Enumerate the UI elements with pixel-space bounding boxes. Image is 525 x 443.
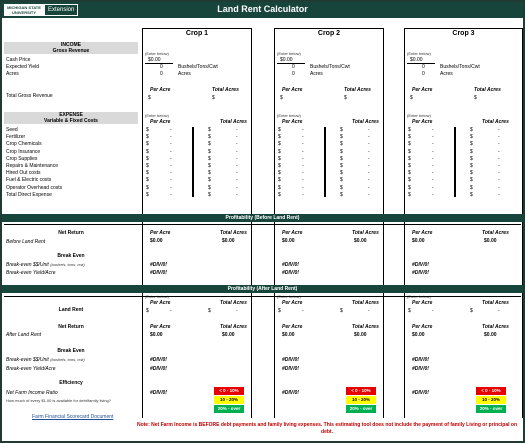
crop-3-expense-value: - (432, 163, 434, 169)
crop-2-expense-value: - (302, 184, 304, 191)
crop-3-expense-total-value: - (498, 127, 500, 133)
crop-1-expense-total-value: - (236, 127, 238, 133)
crop-1-header: Crop 1 (142, 28, 252, 38)
crop-3-expense-value: - (432, 191, 434, 198)
crop-2-expense-total-value: - (368, 184, 370, 191)
crop-2-expense-dollar[interactable]: $ (278, 127, 281, 133)
crop-2-expense-total-value: - (368, 155, 370, 162)
crop-1-yield-unit: Bushels/Tons/Cwt (178, 64, 218, 70)
crop-2-acres-unit: Acres (310, 71, 323, 77)
crop-3-exp-total-acres: Total Acres (482, 119, 509, 125)
crop-2-cash-underline (277, 63, 305, 64)
page-title: Land Rent Calculator (217, 4, 308, 14)
crop-3-rent-total-value: - (498, 308, 500, 314)
crop-1-expense-total-dollar: $ (208, 155, 211, 162)
crop-2-expense-total-dollar: $ (340, 141, 343, 148)
crop-1-expense-total-value: - (236, 155, 238, 162)
expense-row-label: Crop Chemicals (6, 141, 42, 148)
crop-3-pa-value: $0.00 (412, 332, 425, 338)
crop-2-divider (324, 127, 326, 197)
crop-1-rent-total-value: - (236, 308, 238, 314)
crop-2-expense-total-value: - (368, 170, 370, 177)
crop-2-expense-value: - (302, 148, 304, 155)
crop-1-cash-underline (145, 63, 173, 64)
crop-3-pa-total-acres: Total Acres (482, 300, 509, 306)
crop-3-exp-enter-below: (Enter below) (407, 113, 431, 118)
extension-label: Extension (44, 4, 78, 16)
crop-3-rent-total-dollar: $ (470, 308, 473, 314)
crop-3-acres-unit: Acres (440, 71, 453, 77)
crop-2-expense-dollar[interactable]: $ (278, 163, 281, 169)
crop-3-expense-total-value: - (498, 134, 500, 141)
crop-3-nfir-value: #DIV/0! (412, 390, 429, 396)
crop-3-expense-value: - (432, 177, 434, 184)
crop-1-nfir-value: #DIV/0! (150, 390, 167, 396)
after-land-rent-label: After Land Rent (6, 332, 42, 338)
crop-1-pb-be-price: #DIV/0! (150, 262, 167, 268)
crop-3-expense-dollar[interactable]: $ (408, 191, 411, 198)
crop-2-pa-value: $0.00 (282, 332, 295, 338)
crop-1-expense-dollar[interactable]: $ (146, 163, 149, 169)
crop-1-expense-dollar[interactable]: $ (146, 184, 149, 191)
crop-1-pb-be-yield: #DIV/0! (150, 270, 167, 276)
crop-2-expense-value: - (302, 134, 304, 141)
crop-3-expense-total-dollar: $ (470, 177, 473, 184)
crop-1-enter-below: (Enter below) (145, 51, 169, 56)
crop-1-expense-dollar[interactable]: $ (146, 141, 149, 148)
crop-1-exp-per-acre: Per Acre (150, 119, 171, 125)
crop-1-expense-total-value: - (236, 148, 238, 155)
crop-2-pb-total-acres: Total Acres (352, 230, 379, 236)
crop-1-expense-value: - (170, 148, 172, 155)
crop-2-expense-total-dollar: $ (340, 134, 343, 141)
break-even-before-heading: Break Even (57, 253, 85, 259)
expense-row-label: Seed (6, 127, 18, 133)
land-rent-heading: Land Rent (58, 307, 84, 313)
crop-2-scale-yellow: 10 - 20% (346, 396, 376, 404)
crop-2-exp-per-acre: Per Acre (282, 119, 303, 125)
crop-2-exp-total-acres: Total Acres (352, 119, 379, 125)
crop-1-acres[interactable]: 0 (160, 71, 163, 77)
crop-3-expense-value: - (432, 141, 434, 148)
crop-2-cash-price[interactable]: $0.00 (280, 57, 293, 63)
gross-revenue-label: Total Gross Revenue (6, 93, 53, 99)
income-heading: INCOME (61, 42, 81, 48)
crop-3-rent-enter-below: (Enter below) (407, 294, 431, 299)
efficiency-heading: Efficiency (59, 380, 83, 386)
crop-3-expense-total-value: - (498, 148, 500, 155)
crop-2-yield[interactable]: 0 (292, 64, 295, 70)
crop-2-expense-dollar[interactable]: $ (278, 177, 281, 184)
crop-3-expense-total-dollar: $ (470, 184, 473, 191)
crop-1-rent-dollar[interactable]: $ (146, 308, 149, 314)
crop-3-expense-total-dollar: $ (470, 134, 473, 141)
acres-label: Acres (6, 71, 19, 77)
crop-1-expense-value: - (170, 163, 172, 169)
crop-1-expense-value: - (170, 191, 172, 198)
crop-1-pa-per-acre: Per Acre (150, 300, 171, 306)
crop-2-scale-red: < 0 - 10% (346, 387, 376, 395)
crop-2-na-per-acre: Per Acre (282, 324, 303, 330)
crop-1-rent-total-dollar: $ (208, 308, 211, 314)
crop-1-na-per-acre: Per Acre (150, 324, 171, 330)
be-yield-before-label: Break-even Yield/Acre (6, 270, 56, 276)
crop-1-expense-total-value: - (236, 163, 238, 169)
crop-3-income-per-acre: Per Acre (412, 87, 433, 93)
crop-1-expense-total-value: - (236, 141, 238, 148)
crop-3-rent-dollar[interactable]: $ (408, 308, 411, 314)
crop-1-pa-total-value: $0.00 (222, 332, 235, 338)
expense-row-label: Repairs & Maintenance (6, 163, 58, 169)
crop-2-pa-per-acre: Per Acre (282, 300, 303, 306)
crop-1-exp-total-acres: Total Acres (220, 119, 247, 125)
crop-3-cash-price[interactable]: $0.00 (410, 57, 423, 63)
crop-2-enter-below: (Enter below) (277, 51, 301, 56)
crop-3-expense-total-dollar: $ (470, 163, 473, 169)
crop-2-na-total-acres: Total Acres (352, 324, 379, 330)
cash-price-label: Cash Price (6, 57, 31, 63)
crop-3-pb-total-value: $0.00 (484, 238, 497, 244)
crop-1-rent-enter-below: (Enter below) (145, 294, 169, 299)
crop-2-expense-value: - (302, 170, 304, 177)
crop-1-expense-total-value: - (236, 177, 238, 184)
crop-1-expense-dollar[interactable]: $ (146, 148, 149, 155)
crop-2-expense-total-value: - (368, 163, 370, 169)
crop-1-scale-green: 20% - over (214, 405, 244, 413)
crop-3-pa-be-yield: #DIV/0! (412, 366, 429, 372)
crop-1-income-per-acre: Per Acre (150, 87, 171, 93)
crop-1-expense-total-dollar: $ (208, 134, 211, 141)
crop-1-expense-dollar[interactable]: $ (146, 155, 149, 162)
crop-1-pb-total-acres: Total Acres (220, 230, 247, 236)
crop-2-rent-total-dollar: $ (340, 308, 343, 314)
crop-2-expense-value: - (302, 191, 304, 198)
crop-3-expense-total-value: - (498, 155, 500, 162)
crop-3-pb-total-acres: Total Acres (482, 230, 509, 236)
crop-3-expense-dollar[interactable]: $ (408, 170, 411, 177)
scorecard-link[interactable]: Farm Financial Scorecard Document (32, 414, 114, 420)
crop-1-pa-value: $0.00 (150, 332, 163, 338)
crop-1-expense-total-dollar: $ (208, 170, 211, 177)
crop-2-acres[interactable]: 0 (292, 71, 295, 77)
crop-3-expense-total-dollar: $ (470, 141, 473, 148)
crop-3-expense-total-value: - (498, 141, 500, 148)
section-divider (4, 296, 521, 297)
crop-3-scale-red: < 0 - 10% (476, 387, 506, 395)
crop-2-pb-value: $0.00 (282, 238, 295, 244)
crop-3-scale-green: 20% - over (476, 405, 506, 413)
crop-3-pa-total-value: $0.00 (484, 332, 497, 338)
crop-3-header: Crop 3 (404, 28, 523, 38)
crop-2-pb-be-yield: #DIV/0! (282, 270, 299, 276)
crop-2-rent-value: - (302, 308, 304, 314)
crop-2-expense-total-value: - (368, 191, 370, 198)
crop-1-na-total-acres: Total Acres (220, 324, 247, 330)
crop-1-expense-value: - (170, 127, 172, 133)
expense-row-label: Hired Out costs (6, 170, 41, 177)
crop-2-pa-total-acres: Total Acres (352, 300, 379, 306)
be-price-before-text: Break-even $$/Unit (6, 262, 49, 268)
break-even-after-heading: Break Even (57, 348, 85, 354)
crop-2-rent-dollar[interactable]: $ (278, 308, 281, 314)
profit-before-band: Profitability (Before Land Rent) (2, 214, 523, 222)
expense-row-label: Operator Overhead costs (6, 184, 63, 191)
gross-revenue-heading: Gross Revenue (52, 48, 90, 54)
crop-1-expense-total-dollar: $ (208, 177, 211, 184)
crop-3-expense-value: - (432, 127, 434, 133)
net-return-before-heading: Net Return (58, 230, 84, 236)
expense-row-label: Fertilizer (6, 134, 26, 141)
crop-2-scale-green: 20% - over (346, 405, 376, 413)
crop-2-expense-value: - (302, 177, 304, 184)
crop-2-expense-value: - (302, 155, 304, 162)
crop-3-expense-value: - (432, 134, 434, 141)
crop-1-expense-dollar[interactable]: $ (146, 134, 149, 141)
crop-2-expense-dollar[interactable]: $ (278, 170, 281, 177)
crop-3-expense-total-value: - (498, 163, 500, 169)
crop-1-expense-total-value: - (236, 170, 238, 177)
before-land-rent-label: Before Land Rent (6, 239, 46, 245)
crop-1-expense-total-dollar: $ (208, 148, 211, 155)
crop-2-pa-be-yield: #DIV/0! (282, 366, 299, 372)
crop-3-expense-dollar[interactable]: $ (408, 134, 411, 141)
crop-1-expense-total-value: - (236, 134, 238, 141)
crop-2-expense-dollar[interactable]: $ (278, 184, 281, 191)
crop-3-pa-per-acre: Per Acre (412, 300, 433, 306)
crop-3-yield-unit: Bushels/Tons/Cwt (440, 64, 480, 70)
footer-note: Note: Net Farm Income is BEFORE debt payments and family living expenses. This estimating tool does not include the payment of family Living or principal on debt. (136, 422, 518, 435)
crop-3-na-per-acre: Per Acre (412, 324, 433, 330)
title-bar (2, 2, 523, 18)
crop-1-expense-total-dollar: $ (208, 127, 211, 133)
crop-2-pb-per-acre: Per Acre (282, 230, 303, 236)
crop-3-expense-dollar[interactable]: $ (408, 155, 411, 162)
crop-2-expense-total-dollar: $ (340, 127, 343, 133)
crop-1-expense-dollar[interactable]: $ (146, 170, 149, 177)
crop-2-pb-total-value: $0.00 (354, 238, 367, 244)
crop-2-expense-dollar[interactable]: $ (278, 191, 281, 198)
crop-1-gross-total-dollar: $ (212, 95, 215, 101)
expense-row-label: Total Direct Expense (6, 191, 52, 198)
crop-3-expense-total-dollar: $ (470, 148, 473, 155)
crop-3-gross-dollar: $ (410, 95, 413, 101)
crop-3-expense-total-dollar: $ (470, 155, 473, 162)
crop-1-yield[interactable]: 0 (160, 64, 163, 70)
crop-3-expense-dollar[interactable]: $ (408, 148, 411, 155)
crop-2-yield-unit: Bushels/Tons/Cwt (310, 64, 350, 70)
crop-3-expense-dollar[interactable]: $ (408, 141, 411, 148)
be-price-before-label (6, 262, 85, 268)
crop-1-gross-dollar: $ (148, 95, 151, 101)
crop-3-expense-dollar[interactable]: $ (408, 184, 411, 191)
crop-2-expense-total-dollar: $ (340, 148, 343, 155)
crop-1-pa-be-yield: #DIV/0! (150, 366, 167, 372)
msu-wordmark: MICHIGAN STATE UNIVERSITY (4, 4, 44, 16)
be-yield-after-label: Break-even Yield/Acre (6, 366, 56, 372)
crop-1-acres-unit: Acres (178, 71, 191, 77)
crop-3-scale-yellow: 10 - 20% (476, 396, 506, 404)
crop-3-expense-total-value: - (498, 170, 500, 177)
crop-2-expense-dollar[interactable]: $ (278, 155, 281, 162)
crop-2-expense-value: - (302, 141, 304, 148)
crop-1-expense-dollar[interactable]: $ (146, 177, 149, 184)
crop-1-expense-total-dollar: $ (208, 184, 211, 191)
profit-after-band: Profitability (After Land Rent) (2, 285, 523, 293)
crop-3-expense-total-value: - (498, 184, 500, 191)
expected-yield-label: Expected Yield (6, 64, 40, 70)
crop-2-expense-total-value: - (368, 148, 370, 155)
crop-1-rent-value: - (170, 308, 172, 314)
crop-3-pa-be-price: #DIV/0! (412, 357, 429, 363)
crop-1-scale-yellow: 10 - 20% (214, 396, 244, 404)
crop-2-expense-dollar[interactable]: $ (278, 134, 281, 141)
crop-2-expense-total-value: - (368, 141, 370, 148)
crop-3-income-total-acres: Total Acres (474, 87, 501, 93)
crop-3-expense-total-value: - (498, 177, 500, 184)
crop-1-exp-enter-below: (Enter below) (145, 113, 169, 118)
crop-1-expense-total-dollar: $ (208, 163, 211, 169)
crop-2-income-per-acre: Per Acre (282, 87, 303, 93)
crop-1-pa-be-price: #DIV/0! (150, 357, 167, 363)
crop-3-pb-be-price: #DIV/0! (412, 262, 429, 268)
expense-row-label: Fuel & Electric costs (6, 177, 52, 184)
crop-3-na-total-acres: Total Acres (482, 324, 509, 330)
crop-3-expense-total-dollar: $ (470, 127, 473, 133)
be-price-after-text: Break-even $$/Unit (6, 357, 49, 363)
crop-2-expense-value: - (302, 163, 304, 169)
crop-2-expense-total-value: - (368, 127, 370, 133)
crop-3-exp-per-acre: Per Acre (412, 119, 433, 125)
crop-1-pb-per-acre: Per Acre (150, 230, 171, 236)
crop-3-expense-total-value: - (498, 191, 500, 198)
crop-1-expense-total-value: - (236, 191, 238, 198)
crop-1-expense-dollar[interactable]: $ (146, 191, 149, 198)
be-price-before-unit: (bushels, tons, cwt) (50, 262, 85, 267)
crop-1-expense-total-dollar: $ (208, 141, 211, 148)
crop-1-divider (192, 127, 194, 197)
be-price-after-label (6, 357, 85, 363)
crop-3-expense-dollar[interactable]: $ (408, 177, 411, 184)
crop-2-rent-enter-below: (Enter below) (277, 294, 301, 299)
crop-3-rent-value: - (432, 308, 434, 314)
crop-3-enter-below: (Enter below) (407, 51, 431, 56)
crop-2-header: Crop 2 (274, 28, 384, 38)
crop-1-pb-total-value: $0.00 (222, 238, 235, 244)
crop-3-acres[interactable]: 0 (422, 71, 425, 77)
crop-2-expense-total-dollar: $ (340, 170, 343, 177)
crop-3-pb-per-acre: Per Acre (412, 230, 433, 236)
crop-2-expense-value: - (302, 127, 304, 133)
crop-2-income-total-acres: Total Acres (344, 87, 371, 93)
crop-3-expense-dollar[interactable]: $ (408, 127, 411, 133)
crop-3-expense-value: - (432, 155, 434, 162)
crop-3-expense-value: - (432, 148, 434, 155)
nfir-sub-label: How much of every $1.00 is available for debt/family living? (6, 398, 111, 403)
crop-2-exp-enter-below: (Enter below) (277, 113, 301, 118)
net-return-after-heading: Net Return (58, 324, 84, 330)
crop-1-expense-dollar[interactable]: $ (146, 127, 149, 133)
crop-2-expense-dollar[interactable]: $ (278, 141, 281, 148)
crop-3-pb-be-yield: #DIV/0! (412, 270, 429, 276)
crop-3-expense-value: - (432, 184, 434, 191)
crop-3-expense-value: - (432, 170, 434, 177)
crop-2-expense-total-dollar: $ (340, 184, 343, 191)
crop-2-pa-be-price: #DIV/0! (282, 357, 299, 363)
crop-1-expense-value: - (170, 155, 172, 162)
crop-1-expense-value: - (170, 184, 172, 191)
crop-1-expense-value: - (170, 134, 172, 141)
crop-3-yield[interactable]: 0 (422, 64, 425, 70)
be-price-after-unit: (bushels, tons, cwt) (50, 357, 85, 362)
expense-row-label: Crop Insurance (6, 148, 41, 155)
crop-1-income-total-acres: Total Acres (212, 87, 239, 93)
crop-1-expense-value: - (170, 170, 172, 177)
crop-3-expense-total-dollar: $ (470, 191, 473, 198)
crop-2-expense-total-dollar: $ (340, 191, 343, 198)
crop-3-gross-total-dollar: $ (474, 95, 477, 101)
crop-2-pb-be-price: #DIV/0! (282, 262, 299, 268)
crop-1-scale-red: < 0 - 10% (214, 387, 244, 395)
crop-2-gross-dollar: $ (280, 95, 283, 101)
crop-3-expense-dollar[interactable]: $ (408, 163, 411, 169)
crop-2-expense-total-value: - (368, 134, 370, 141)
crop-1-cash-price[interactable]: $0.00 (148, 57, 161, 63)
crop-1-pa-total-acres: Total Acres (220, 300, 247, 306)
expense-row-label: Crop Supplies (6, 155, 38, 162)
crop-2-expense-total-dollar: $ (340, 177, 343, 184)
crop-3-pb-value: $0.00 (412, 238, 425, 244)
crop-3-expense-total-dollar: $ (470, 170, 473, 177)
crop-2-rent-total-value: - (368, 308, 370, 314)
crop-1-expense-value: - (170, 141, 172, 148)
expense-heading: EXPENSE (59, 112, 83, 118)
nfir-label: Net Farm Income Ratio (6, 390, 58, 396)
crop-1-pb-value: $0.00 (150, 238, 163, 244)
crop-1-expense-value: - (170, 177, 172, 184)
crop-2-nfir-value: #DIV/0! (282, 390, 299, 396)
crop-3-divider (454, 127, 456, 197)
crop-1-expense-total-value: - (236, 184, 238, 191)
crop-1-expense-total-dollar: $ (208, 191, 211, 198)
section-divider (4, 224, 521, 225)
crop-2-expense-dollar[interactable]: $ (278, 148, 281, 155)
variable-fixed-heading: Variable & Fixed Costs (44, 118, 98, 124)
crop-2-expense-total-value: - (368, 177, 370, 184)
crop-3-cash-underline (407, 63, 435, 64)
crop-2-expense-total-dollar: $ (340, 163, 343, 169)
crop-2-pa-total-value: $0.00 (354, 332, 367, 338)
crop-2-expense-total-dollar: $ (340, 155, 343, 162)
crop-2-gross-total-dollar: $ (344, 95, 347, 101)
